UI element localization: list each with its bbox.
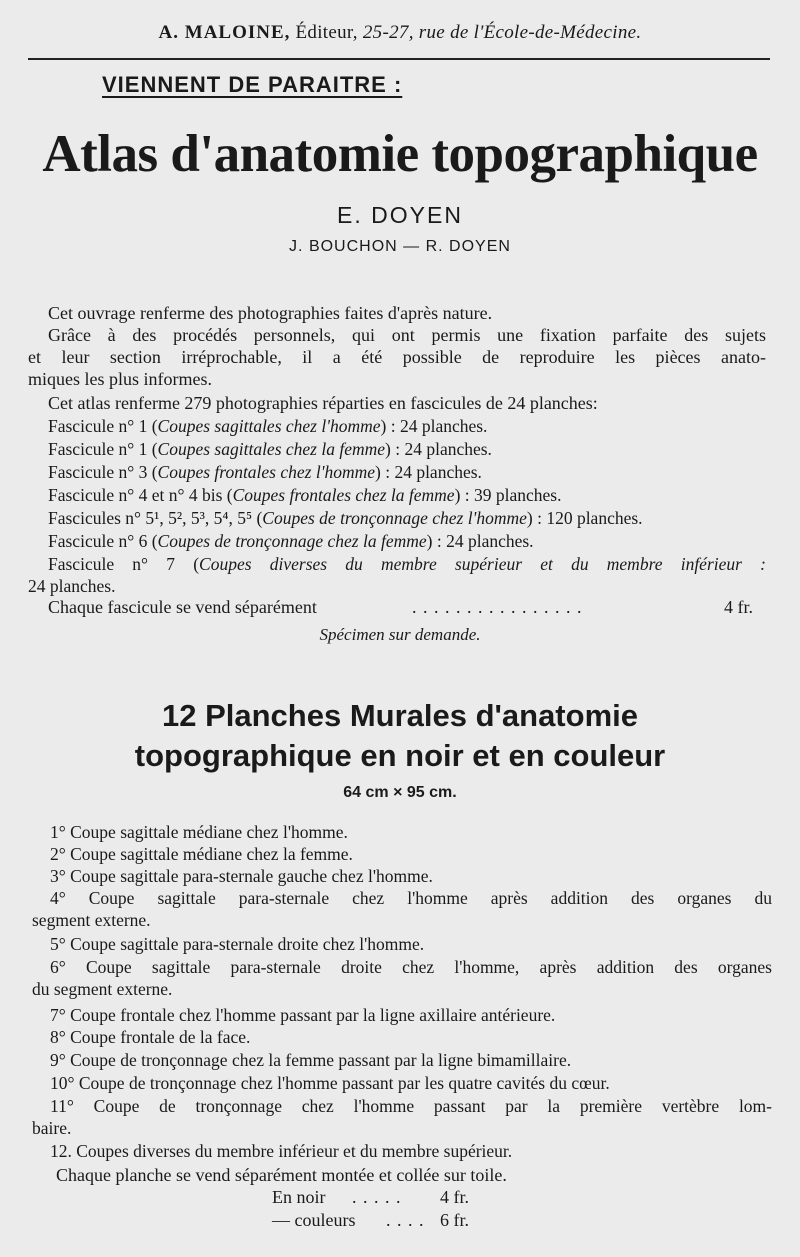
price-color-leaders: . . . . [386,1210,425,1230]
price-black-leaders: . . . . . [352,1187,402,1207]
planches-dimensions: 64 cm × 95 cm. [343,784,457,801]
announcement-heading: VIENNENT DE PARAITRE : [102,72,403,97]
planche-item-continuation: segment externe. [32,910,151,930]
publisher-name: A. MALOINE, [158,22,291,43]
planche-item: 7° Coupe frontale chez l'homme passant par la ligne axillaire antérieure. [50,1005,556,1025]
fascicule-sale-text: Chaque fascicule se vend séparément [48,597,317,617]
planche-item-continuation: baire. [32,1118,72,1138]
intro-paragraph-1: Cet ouvrage renferme des photographies faites d'après nature. [48,303,493,323]
atlas-author: E. DOYEN [337,202,463,228]
fascicule-line: Fascicule n° 1 (Coupes sagittales chez l'homme) : 24 planches. [48,416,488,436]
intro-paragraph-2-line-1: Grâce à des procédés personnels, qui ont permis une fixation parfaite des sujets [48,325,766,345]
planche-item: 9° Coupe de tronçonnage chez la femme passant par la ligne bimamillaire. [50,1050,572,1070]
planche-item: 4° Coupe sagittale para-sternale chez l'homme après addition des organes du [50,888,772,908]
fascicule-sale-leaders: . . . . . . . . . . . . . . . . [412,597,583,617]
fascicule-line: Fascicule n° 3 (Coupes frontales chez l'homme) : 24 planches. [48,462,482,482]
planche-item: 8° Coupe frontale de la face. [50,1027,251,1047]
publisher-header [0,22,800,44]
publisher-address: 25-27, rue de l'École-de-Médecine. [362,22,642,43]
fascicule-line: Fascicule n° 6 (Coupes de tronçonnage chez la femme) : 24 planches. [48,531,534,551]
fascicule-line: Fascicule n° 4 et n° 4 bis (Coupes frontales chez la femme) : 39 planches. [48,485,562,505]
atlas-title: Atlas d'anatomie topographique [42,125,758,183]
planches-title-line-1: 12 Planches Murales d'anatomie [161,698,638,733]
planche-item: 3° Coupe sagittale para-sternale gauche chez l'homme. [50,866,433,886]
fascicule-line-7: Fascicule n° 7 (Coupes diverses du membre supérieur et du membre inférieur : [48,554,766,574]
price-color-label: — couleurs [272,1210,356,1230]
price-black-label: En noir [272,1187,326,1207]
atlas-coauthors: J. BOUCHON — R. DOYEN [289,238,511,255]
planche-item: 2° Coupe sagittale médiane chez la femme. [50,844,353,864]
fascicule-sale-price: 4 fr. [724,597,753,617]
specimen-note: Spécimen sur demande. [319,625,481,644]
planche-item: 12. Coupes diverses du membre inférieur et du membre supérieur. [50,1141,513,1161]
fascicule-line: Fascicules n° 5¹, 5², 5³, 5⁴, 5⁵ (Coupes de tronçonnage chez l'homme) : 120 planches. [48,508,643,528]
planche-item: 6° Coupe sagittale para-sternale droite chez l'homme, après addition des organes [50,957,772,977]
intro-paragraph-2-line-3: miques les plus informes. [28,369,212,389]
planche-item: 5° Coupe sagittale para-sternale droite chez l'homme. [50,934,425,954]
header-rule [28,58,770,60]
planche-item: 10° Coupe de tronçonnage chez l'homme passant par les quatre cavités du cœur. [50,1073,610,1093]
planche-item: 11° Coupe de tronçonnage chez l'homme passant par la première vertèbre lom- [50,1096,772,1116]
planche-item-continuation: du segment externe. [32,979,173,999]
intro-paragraph-3: Cet atlas renferme 279 photographies réparties en fascicules de 24 planches: [48,393,598,413]
intro-paragraph-2-line-2: et leur section irréprochable, il a été possible de reproduire les pièces anato- [28,347,766,367]
price-color-value: 6 fr. [440,1210,469,1230]
planche-item: 1° Coupe sagittale médiane chez l'homme. [50,822,348,842]
publisher-role: Éditeur, [295,22,358,43]
planches-title-line-2: topographique en noir et en couleur [134,738,666,773]
fascicule-line-7-tail: 24 planches. [28,576,116,596]
planche-sale-text: Chaque planche se vend séparément montée et collée sur toile. [56,1165,507,1185]
fascicule-line: Fascicule n° 1 (Coupes sagittales chez la femme) : 24 planches. [48,439,492,459]
price-black-value: 4 fr. [440,1187,469,1207]
